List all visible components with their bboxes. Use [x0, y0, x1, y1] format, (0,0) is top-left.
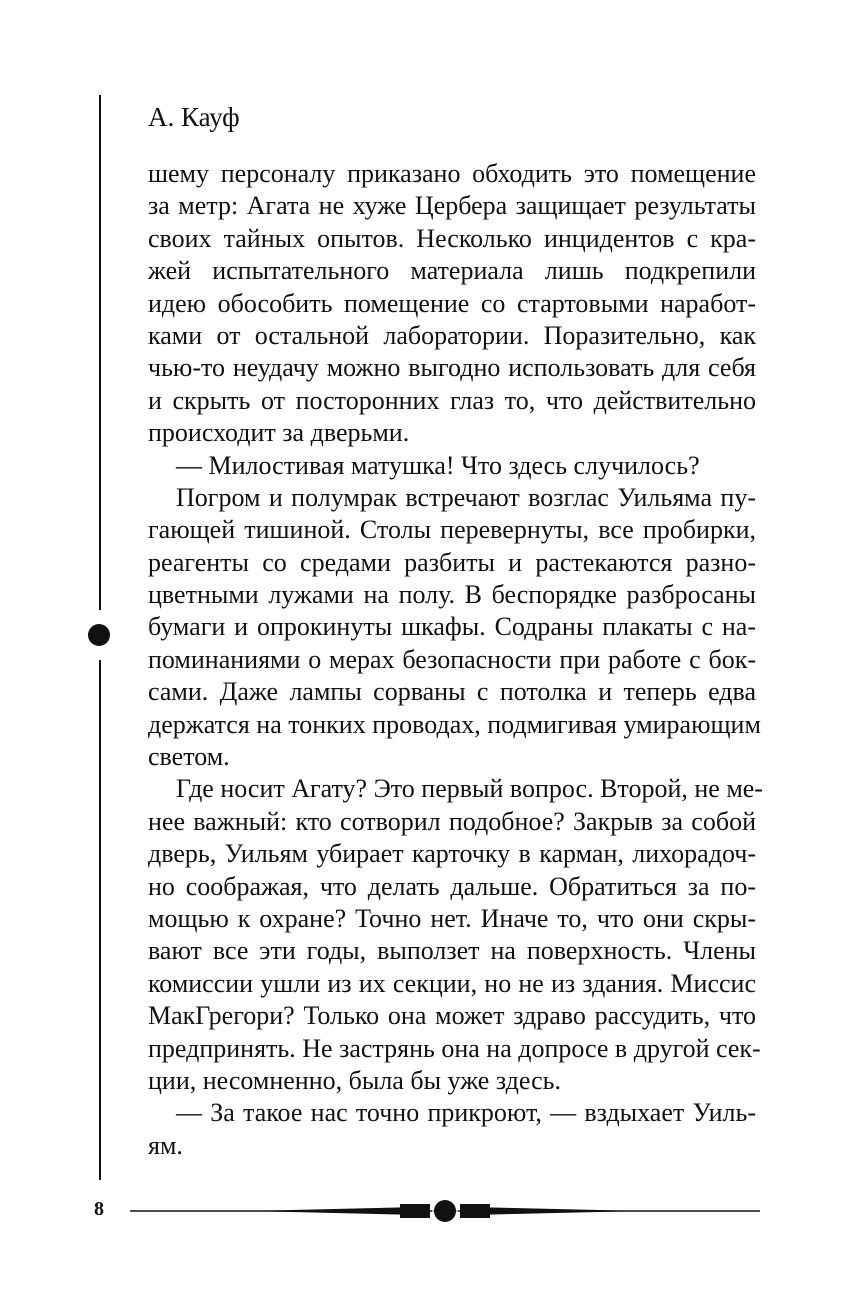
text-line: держатся на тонких проводах, подмигивая умирающим	[148, 709, 761, 739]
text-line: — Милостивая матушка! Что здесь случилось?	[176, 450, 700, 480]
text-line: гающей тишиной. Столы перевернуты, все пробирки,	[148, 515, 756, 545]
text-line: ции, несомненно, была бы уже здесь.	[148, 1065, 561, 1095]
text-line: Где носит Агату? Это первый вопрос. Второй, не ме-	[176, 774, 763, 804]
text-line: ям.	[148, 1130, 183, 1160]
text-line: мощью к охране? Точно нет. Иначе то, что они скры-	[148, 903, 756, 933]
left-margin-rule-top	[99, 95, 101, 610]
text-line: вают все эти годы, выползет на поверхность. Члены	[148, 936, 756, 966]
text-line: шему персоналу приказано обходить это помещение	[148, 159, 756, 188]
text-line: жей испытательного материала лишь подкрепили	[148, 256, 756, 286]
text-line: нее важный: кто сотворил подобное? Закрыв за собой	[148, 806, 756, 836]
page-number: 8	[94, 1198, 104, 1220]
text-line: за метр: Агата не хуже Цербера защищает результаты	[148, 191, 756, 221]
text-line: МакГрегори? Только она может здраво рассудить, что	[148, 1001, 756, 1031]
text-line: цветными лужами на полу. В беспорядке разбросаны	[148, 580, 756, 610]
margin-dot-ornament	[88, 624, 110, 646]
text-line: но соображая, что делать дальше. Обратиться за по-	[148, 871, 756, 901]
text-line: реагенты со средами разбиты и растекаются разно-	[148, 547, 756, 577]
text-line: комиссии ушли из их секции, но не из здания. Миссис	[148, 968, 756, 998]
page-footer	[0, 1196, 844, 1226]
text-line: и скрыть от посторонних глаз то, что действительно	[148, 385, 756, 415]
text-line: чью-то неудачу можно выгодно использовать для себя	[148, 353, 756, 383]
text-line: своих тайных опытов. Несколько инцидентов с кра-	[148, 223, 756, 253]
text-line: бумаги и опрокинуты шкафы. Содраны плакаты с на-	[148, 612, 756, 642]
body-text	[148, 158, 763, 1162]
text-line: предпринять. Не застрянь она на допросе в другой сек-	[148, 1033, 761, 1063]
footer-ornament	[130, 1198, 760, 1224]
text-line: поминаниями о мерах безопасности при работе с бок-	[148, 644, 756, 674]
text-line: идею обособить помещение со стартовыми наработ-	[148, 288, 756, 318]
running-head-author: А. Кауф	[148, 102, 240, 132]
text-line: — За такое нас точно прикроют, — вздыхает Уиль-	[176, 1098, 756, 1128]
text-line: Погром и полумрак встречают возглас Уильяма пу-	[176, 482, 756, 512]
left-margin-rule-bottom	[99, 660, 101, 1180]
text-line: дверь, Уильям убирает карточку в карман, лихорадоч-	[148, 839, 756, 869]
text-line: ками от остальной лаборатории. Поразительно, как	[148, 320, 756, 350]
text-line: светом.	[148, 742, 230, 772]
text-line: сами. Даже лампы сорваны с потолка и теперь едва	[148, 677, 756, 707]
text-line: происходит за дверьми.	[148, 418, 410, 448]
